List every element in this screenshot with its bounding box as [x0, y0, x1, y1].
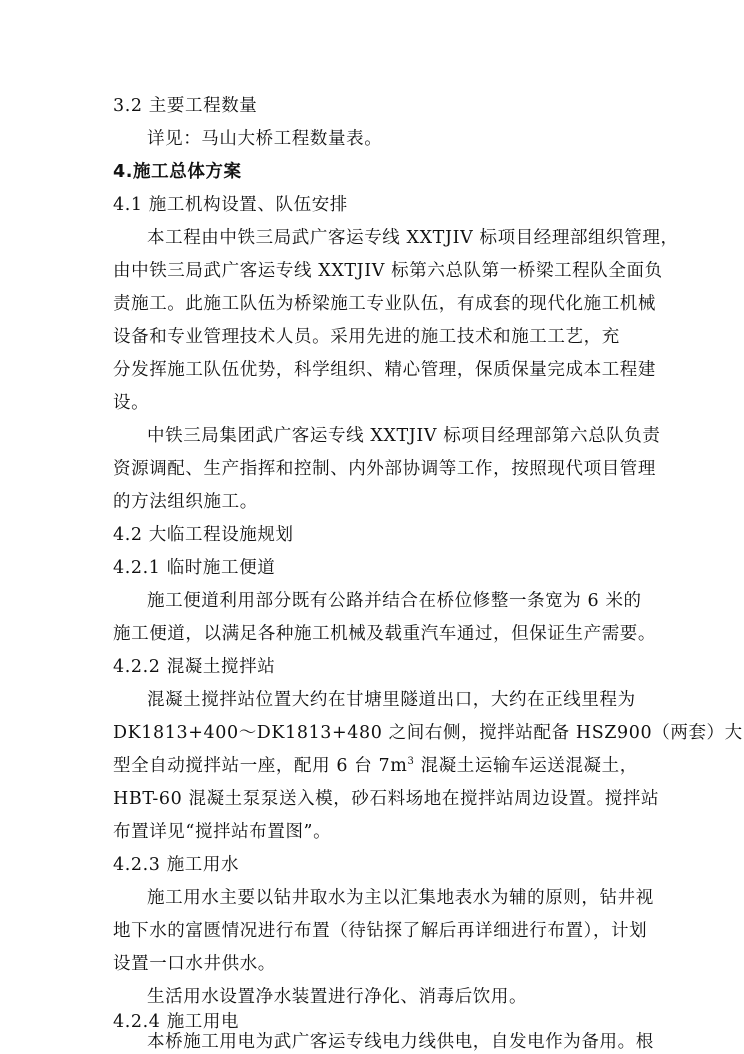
superscript: 3 [407, 756, 415, 768]
paragraph-line: 的方法组织施工。 [113, 492, 258, 512]
paragraph-line: 布置详见“搅拌站布置图”。 [113, 822, 332, 842]
paragraph-line: DK1813+400～DK1813+480 之间右侧，搅拌站配备 HSZ900（两套）大 [113, 723, 743, 743]
paragraph-line: 分发挥施工队伍优势，科学组织、精心管理，保质保量完成本工程建 [113, 360, 656, 380]
heading-4-2-2: 4.2.2 混凝土搅拌站 [113, 657, 276, 677]
paragraph-line: 责施工。此施工队伍为桥梁施工专业队伍，有成套的现代化施工机械 [113, 294, 656, 314]
paragraph-line: 设置一口水井供水。 [113, 954, 276, 974]
heading-4-1: 4.1 施工机构设置、队伍安排 [113, 195, 348, 215]
line-part: 型全自动搅拌站一座，配用 6 台 7m [113, 756, 408, 776]
paragraph-line: 地下水的富匮情况进行布置（待钻探了解后再详细进行布置），计划 [113, 921, 648, 941]
heading-4-2: 4.2 大临工程设施规划 [113, 525, 294, 545]
heading-4-2-3: 4.2.3 施工用水 [113, 855, 240, 875]
heading-4-2-4: 4.2.4 施工用电 [113, 1012, 240, 1032]
paragraph-line: 施工便道利用部分既有公路并结合在桥位修整一条宽为 6 米的 [147, 591, 642, 611]
paragraph-line: HBT-60 混凝土泵泵送入模，砂石料场地在搅拌站周边设置。搅拌站 [113, 789, 660, 809]
paragraph-line: 混凝土搅拌站位置大约在甘塘里隧道出口，大约在正线里程为 [147, 690, 636, 710]
paragraph-line: 生活用水设置净水装置进行净化、消毒后饮用。 [147, 987, 528, 1007]
heading-4-2-1: 4.2.1 临时施工便道 [113, 558, 276, 578]
paragraph-line: 施工便道，以满足各种施工机械及载重汽车通过，但保证生产需要。 [113, 624, 656, 644]
paragraph-line: 设。 [113, 393, 150, 413]
paragraph-line: 详见：马山大桥工程数量表。 [147, 129, 383, 149]
heading-3-2: 3.2 主要工程数量 [113, 96, 258, 116]
paragraph-line: 资源调配、生产指挥和控制、内外部协调等工作，按照现代项目管理 [113, 459, 656, 479]
paragraph-line: 本桥施工用电为武广客运专线电力线供电，自发电作为备用。根 [147, 1032, 654, 1052]
paragraph-line: 设备和专业管理技术人员。采用先进的施工技术和施工工艺，充 [113, 327, 620, 347]
paragraph-line: 施工用水主要以钻井取水为主以汇集地表水为辅的原则，钻井视 [147, 888, 654, 908]
line-part: 混凝土运输车运送混凝土， [420, 756, 638, 776]
paragraph-line [113, 754, 638, 778]
heading-4: 4.施工总体方案 [113, 162, 242, 182]
paragraph-line: 本工程由中铁三局武广客运专线 XXTJIV 标项目经理部组织管理， [147, 228, 679, 248]
paragraph-line: 中铁三局集团武广客运专线 XXTJIV 标项目经理部第六总队负责 [147, 426, 661, 446]
paragraph-line: 由中铁三局武广客运专线 XXTJIV 标第六总队第一桥梁工程队全面负 [113, 261, 663, 281]
